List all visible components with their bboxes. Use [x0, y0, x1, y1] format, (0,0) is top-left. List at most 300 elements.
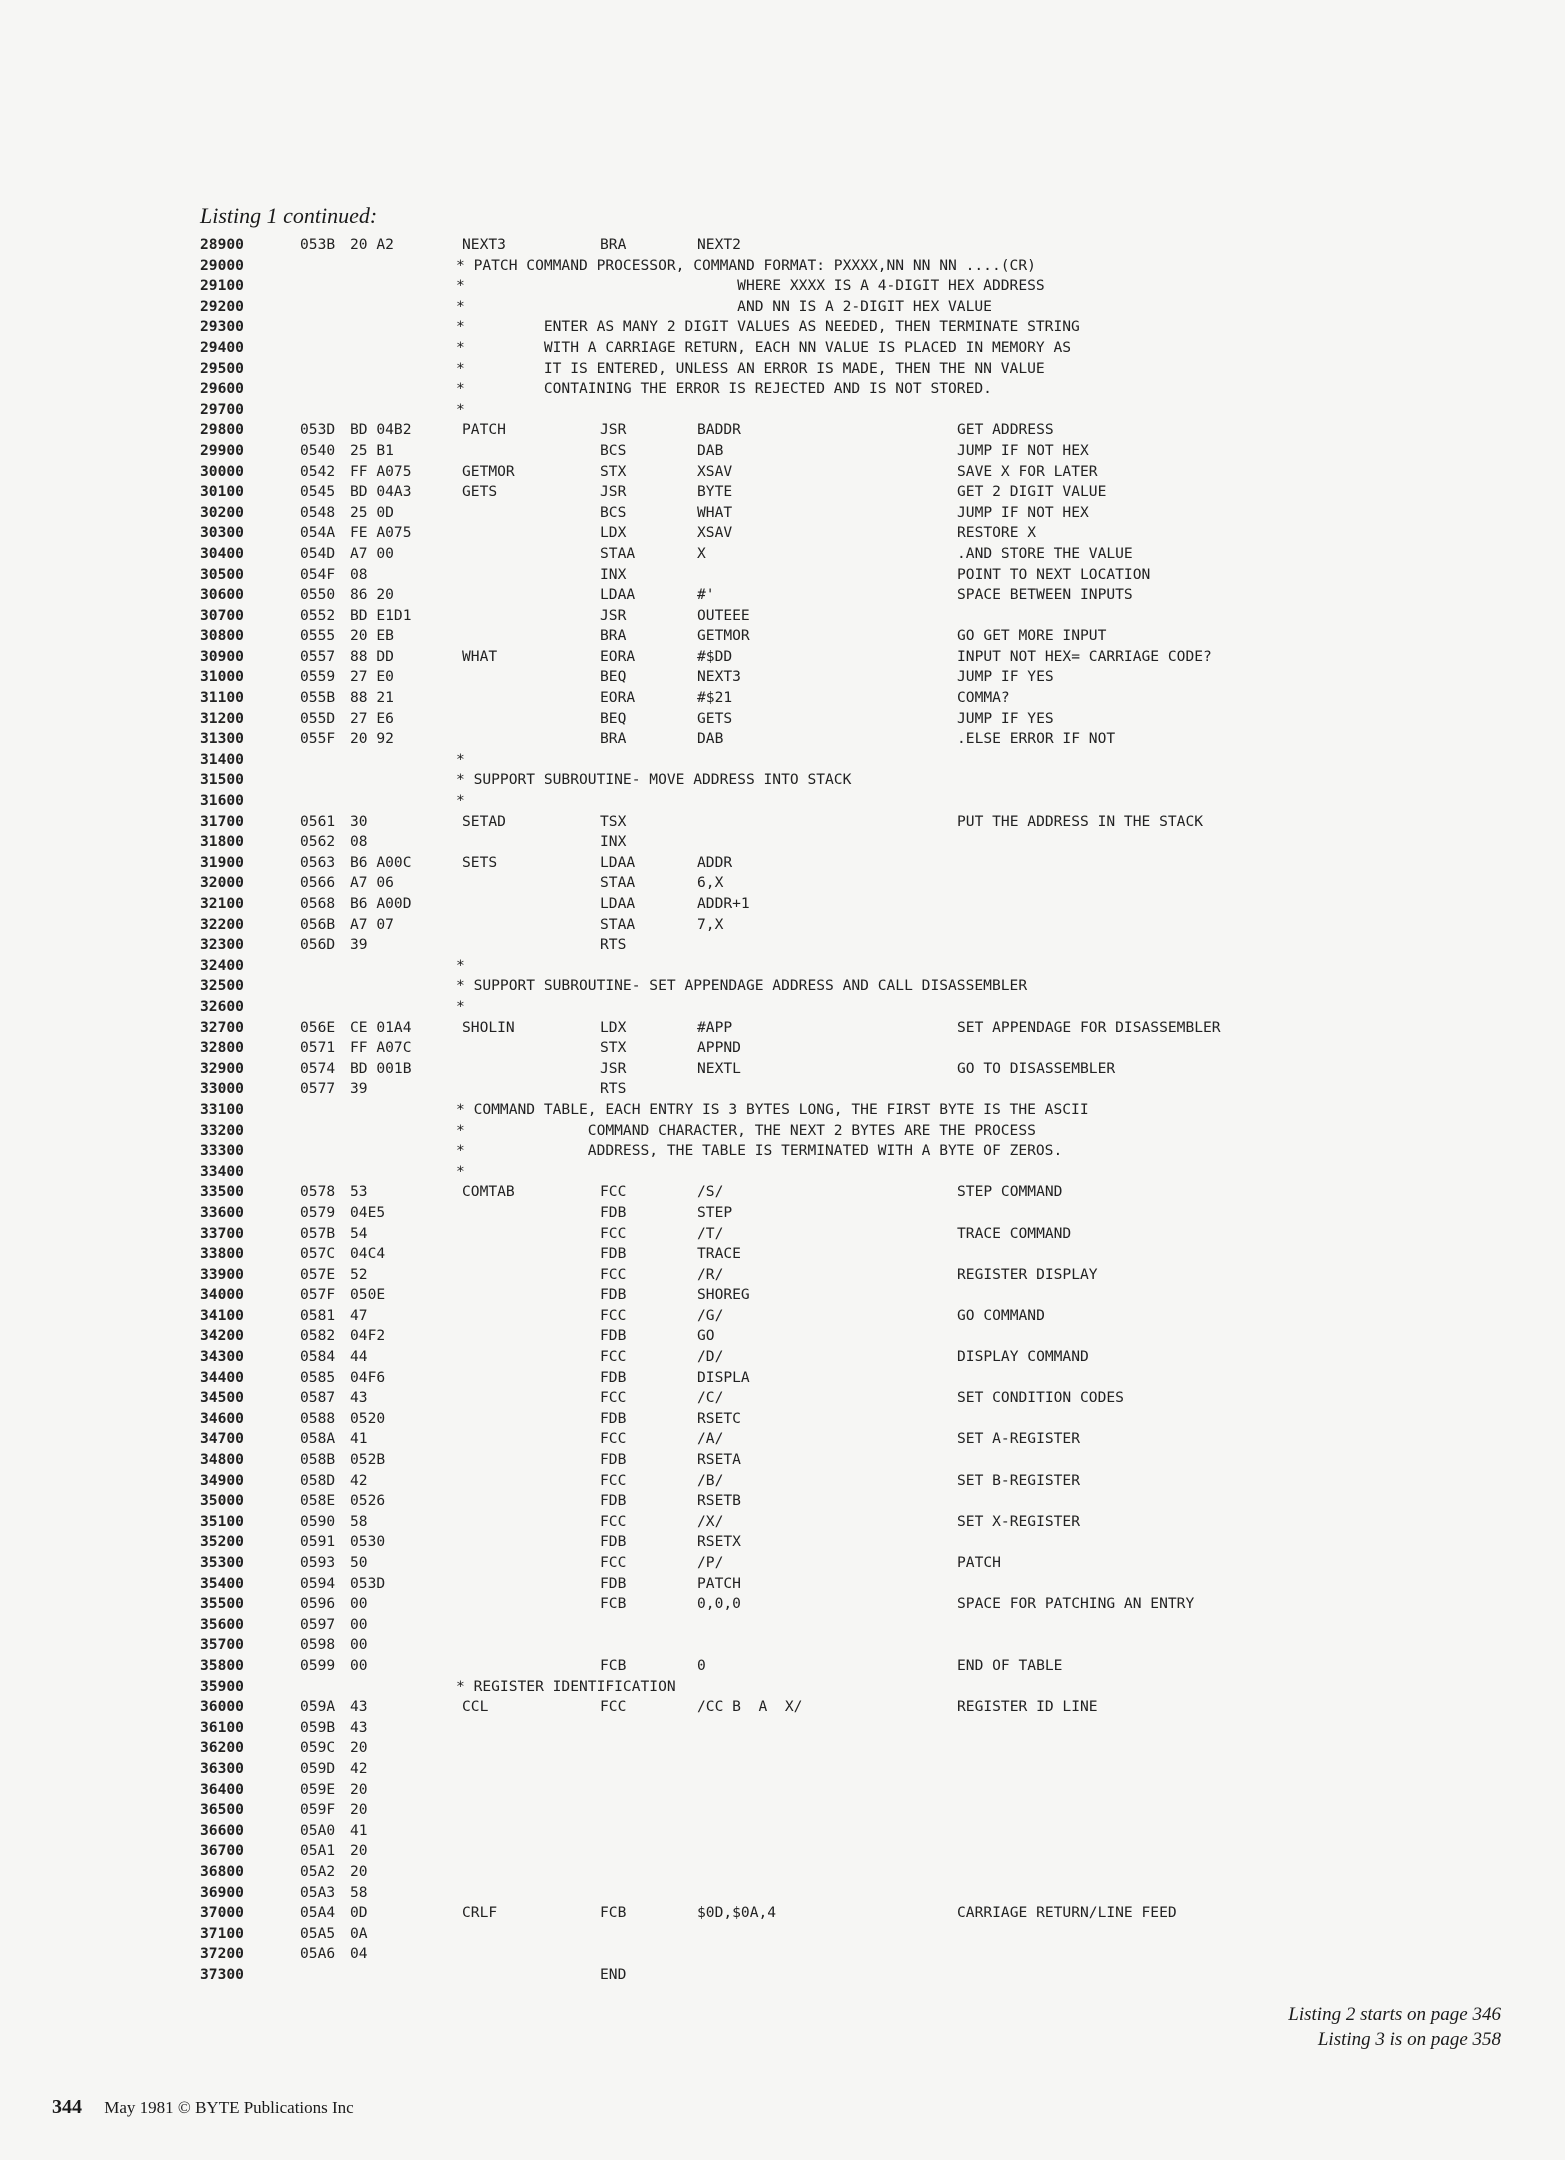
listing-line	[200, 1204, 1400, 1225]
listing-line	[200, 1327, 1400, 1348]
listing-line	[200, 874, 1400, 895]
line-number: 36600	[200, 1821, 244, 1839]
opcode: END	[600, 1965, 627, 1983]
line-number: 33600	[200, 1203, 244, 1221]
object-code: 54	[350, 1224, 368, 1242]
address: 0579	[300, 1203, 336, 1221]
address: 0568	[300, 895, 336, 912]
object-code: 00	[350, 1615, 368, 1633]
comment: SET CONDITION CODES	[957, 1389, 1124, 1407]
line-number: 35500	[200, 1595, 244, 1613]
address: 053B	[300, 236, 336, 253]
line-number: 28900	[200, 236, 244, 253]
line-number: 32500	[200, 977, 244, 995]
opcode: STX	[600, 462, 627, 480]
listing-line	[200, 1739, 1400, 1760]
listing-line	[200, 236, 1400, 257]
object-code: 0530	[350, 1533, 386, 1551]
line-number: 32400	[200, 956, 244, 974]
object-code: 43	[350, 1698, 368, 1716]
line-number: 36800	[200, 1862, 244, 1880]
object-code: B6 A00C	[350, 853, 412, 871]
operand: BADDR	[697, 421, 741, 439]
listing-line	[200, 1678, 1400, 1699]
listing-line	[200, 1348, 1400, 1369]
operand: DISPLA	[697, 1368, 750, 1386]
comment: GO GET MORE INPUT	[957, 627, 1107, 645]
listing-line	[200, 936, 1400, 957]
operand: ADDR+1	[697, 895, 750, 912]
listing-line	[200, 1945, 1400, 1966]
line-number: 30000	[200, 462, 244, 480]
operand: RSETX	[697, 1533, 741, 1551]
listing-line	[200, 1245, 1400, 1266]
object-code: 42	[350, 1759, 368, 1777]
operand: DAB	[697, 730, 724, 748]
address: 0555	[300, 627, 336, 645]
label: CRLF	[462, 1904, 498, 1922]
listing-line	[200, 668, 1400, 689]
opcode: RTS	[600, 936, 627, 954]
opcode: FCC	[600, 1512, 627, 1530]
line-number: 33300	[200, 1142, 244, 1160]
comment: RESTORE X	[957, 524, 1037, 542]
listing-line	[200, 277, 1400, 298]
opcode: BCS	[600, 503, 627, 521]
line-number: 29500	[200, 359, 244, 377]
object-code: 00	[350, 1595, 368, 1613]
opcode: BEQ	[600, 709, 627, 727]
object-code: 39	[350, 1080, 368, 1098]
operand: STEP	[697, 1203, 733, 1221]
address: 0552	[300, 606, 336, 624]
opcode: FCC	[600, 1430, 627, 1448]
object-code: 20 92	[350, 730, 394, 748]
address: 05A5	[300, 1924, 336, 1942]
listing-line	[200, 751, 1400, 772]
opcode: FDB	[600, 1327, 627, 1345]
comment: SPACE FOR PATCHING AN ENTRY	[957, 1595, 1195, 1613]
address: 0577	[300, 1080, 336, 1098]
listing-line	[200, 689, 1400, 710]
listing-line	[200, 1101, 1400, 1122]
listing-line	[200, 339, 1400, 360]
object-code: 20	[350, 1842, 368, 1860]
operand: #$DD	[697, 647, 733, 665]
object-code: 86 20	[350, 586, 394, 604]
comment: REGISTER ID LINE	[957, 1698, 1098, 1716]
object-code: 00	[350, 1636, 368, 1654]
operand: PATCH	[697, 1574, 741, 1592]
listing-note: Listing 3 is on page 358	[1317, 2029, 1501, 2050]
operand: #APP	[697, 1018, 733, 1036]
listing-line	[200, 1513, 1400, 1534]
address: 0581	[300, 1306, 336, 1324]
listing-line	[200, 1060, 1400, 1081]
opcode: FDB	[600, 1451, 627, 1469]
operand: /A/	[697, 1430, 724, 1448]
comment-text: * WITH A CARRIAGE RETURN, EACH NN VALUE IS PLACED IN MEMORY AS	[456, 338, 1072, 356]
listing-line	[200, 1925, 1400, 1946]
object-code: 53	[350, 1183, 368, 1201]
operand: $0D,$0A,4	[697, 1904, 777, 1922]
opcode: BRA	[600, 627, 627, 645]
line-number: 36100	[200, 1718, 244, 1736]
comment-text: * SUPPORT SUBROUTINE- MOVE ADDRESS INTO STACK	[456, 771, 852, 789]
comment: JUMP IF NOT HEX	[957, 503, 1089, 521]
opcode: FCB	[600, 1904, 627, 1922]
line-number: 33400	[200, 1162, 244, 1180]
comment: CARRIAGE RETURN/LINE FEED	[957, 1904, 1177, 1922]
line-number: 37000	[200, 1904, 244, 1922]
address: 059A	[300, 1698, 336, 1716]
line-number: 29000	[200, 256, 244, 274]
listing-line	[200, 607, 1400, 628]
object-code: 25 B1	[350, 441, 394, 459]
operand: GETMOR	[697, 627, 750, 645]
object-code: FF A07C	[350, 1039, 412, 1057]
line-number: 29900	[200, 441, 244, 459]
address: 053D	[300, 421, 336, 439]
line-number: 30300	[200, 524, 244, 542]
operand: /G/	[697, 1306, 724, 1324]
listing-line	[200, 421, 1400, 442]
opcode: FCC	[600, 1183, 627, 1201]
operand: RSETC	[697, 1409, 741, 1427]
address: 0545	[300, 483, 336, 501]
listing-line	[200, 1472, 1400, 1493]
object-code: 20	[350, 1780, 368, 1798]
label: GETMOR	[462, 462, 515, 480]
listing-line	[200, 1369, 1400, 1390]
operand: TRACE	[697, 1245, 741, 1263]
object-code: 04E5	[350, 1203, 386, 1221]
opcode: FDB	[600, 1368, 627, 1386]
line-number: 33800	[200, 1245, 244, 1263]
operand: /C/	[697, 1389, 724, 1407]
line-number: 35600	[200, 1615, 244, 1633]
address: 0557	[300, 647, 336, 665]
opcode: FDB	[600, 1203, 627, 1221]
address: 054D	[300, 544, 336, 562]
operand: /B/	[697, 1471, 724, 1489]
operand: DAB	[697, 441, 724, 459]
line-number: 33100	[200, 1100, 244, 1118]
listing-notes	[1288, 2002, 1501, 2052]
line-number: 31500	[200, 771, 244, 789]
comment-text: * SUPPORT SUBROUTINE- SET APPENDAGE ADDRESS AND CALL DISASSEMBLER	[456, 977, 1028, 995]
address: 0562	[300, 833, 336, 851]
listing-line	[200, 1842, 1400, 1863]
address: 059B	[300, 1718, 336, 1736]
line-number: 34700	[200, 1430, 244, 1448]
opcode: LDAA	[600, 586, 636, 604]
object-code: 58	[350, 1883, 368, 1901]
object-code: 58	[350, 1512, 368, 1530]
comment-text: *	[456, 400, 465, 418]
comment: JUMP IF NOT HEX	[957, 441, 1089, 459]
comment-text: * COMMAND CHARACTER, THE NEXT 2 BYTES ARE THE PROCESS	[456, 1121, 1036, 1139]
line-number: 36400	[200, 1780, 244, 1798]
line-number: 35900	[200, 1677, 244, 1695]
line-number: 34300	[200, 1348, 244, 1366]
operand: GO	[697, 1327, 715, 1345]
comment-text: * IT IS ENTERED, UNLESS AN ERROR IS MADE, THEN THE NN VALUE	[456, 359, 1045, 377]
address: 0596	[300, 1595, 336, 1613]
comment: GET 2 DIGIT VALUE	[957, 483, 1107, 501]
operand: BYTE	[697, 483, 733, 501]
address: 055B	[300, 689, 336, 707]
label: SHOLIN	[462, 1018, 515, 1036]
line-number: 34000	[200, 1286, 244, 1304]
line-number: 36500	[200, 1801, 244, 1819]
listing-line	[200, 1163, 1400, 1184]
address: 059C	[300, 1739, 336, 1757]
listing-line	[200, 648, 1400, 669]
label: PATCH	[462, 421, 506, 439]
listing-line	[200, 1657, 1400, 1678]
object-code: 27 E0	[350, 668, 394, 686]
object-code: A7 07	[350, 915, 394, 933]
line-number: 33700	[200, 1224, 244, 1242]
opcode: STX	[600, 1039, 627, 1057]
listing-line	[200, 1719, 1400, 1740]
opcode: STAA	[600, 915, 636, 933]
line-number: 31100	[200, 689, 244, 707]
address: 057E	[300, 1265, 336, 1283]
operand: XSAV	[697, 524, 733, 542]
line-number: 36000	[200, 1698, 244, 1716]
address: 056E	[300, 1018, 336, 1036]
listing-line	[200, 257, 1400, 278]
address: 0582	[300, 1327, 336, 1345]
listing-line	[200, 586, 1400, 607]
line-number: 31300	[200, 730, 244, 748]
listing-line	[200, 710, 1400, 731]
address: 057B	[300, 1224, 336, 1242]
comment-text: *	[456, 792, 465, 810]
line-number: 30100	[200, 483, 244, 501]
listing-line	[200, 1636, 1400, 1657]
line-number: 34400	[200, 1368, 244, 1386]
label: CCL	[462, 1698, 489, 1716]
comment: COMMA?	[957, 689, 1010, 707]
operand: /D/	[697, 1348, 724, 1366]
listing-line	[200, 957, 1400, 978]
opcode: LDX	[600, 524, 627, 542]
listing-line	[200, 813, 1400, 834]
object-code: 20	[350, 1801, 368, 1819]
object-code: 20	[350, 1862, 368, 1880]
address: 0563	[300, 853, 336, 871]
line-number: 34200	[200, 1327, 244, 1345]
operand: ADDR	[697, 853, 733, 871]
label: SETAD	[462, 812, 506, 830]
listing-line	[200, 1266, 1400, 1287]
listing-line	[200, 545, 1400, 566]
comment-text: *	[456, 750, 465, 768]
line-number: 35700	[200, 1636, 244, 1654]
line-number: 32800	[200, 1039, 244, 1057]
comment-text: *	[456, 1162, 465, 1180]
opcode: STAA	[600, 874, 636, 892]
listing-line	[200, 1389, 1400, 1410]
page-footer	[52, 2096, 354, 2119]
listing-line	[200, 1884, 1400, 1905]
address: 058A	[300, 1430, 336, 1448]
operand: NEXTL	[697, 1059, 741, 1077]
listing-line	[200, 977, 1400, 998]
address: 0587	[300, 1389, 336, 1407]
object-code: 08	[350, 565, 368, 583]
address: 05A2	[300, 1862, 336, 1880]
object-code: 04C4	[350, 1245, 386, 1263]
object-code: 00	[350, 1656, 368, 1674]
listing-line	[200, 463, 1400, 484]
line-number: 31400	[200, 750, 244, 768]
opcode: FDB	[600, 1409, 627, 1427]
comment-text: * CONTAINING THE ERROR IS REJECTED AND IS NOT STORED.	[456, 380, 992, 398]
line-number: 30600	[200, 586, 244, 604]
address: 057C	[300, 1245, 336, 1263]
line-number: 32200	[200, 915, 244, 933]
listing-line	[200, 504, 1400, 525]
opcode: JSR	[600, 1059, 627, 1077]
line-number: 35300	[200, 1554, 244, 1571]
object-code: 050E	[350, 1286, 386, 1304]
label: GETS	[462, 483, 498, 501]
object-code: 0D	[350, 1904, 368, 1922]
opcode: FCC	[600, 1224, 627, 1242]
object-code: 20 EB	[350, 627, 394, 645]
line-number: 36900	[200, 1883, 244, 1901]
listing-line	[200, 1286, 1400, 1307]
address: 058D	[300, 1471, 336, 1489]
object-code: BD 04A3	[350, 483, 412, 501]
object-code: 88 21	[350, 689, 394, 707]
opcode: INX	[600, 833, 627, 851]
listing-line	[200, 1822, 1400, 1843]
operand: RSETA	[697, 1451, 741, 1469]
opcode: FCC	[600, 1348, 627, 1366]
listing-line	[200, 1410, 1400, 1431]
listing-line	[200, 1307, 1400, 1328]
object-code: FE A075	[350, 524, 412, 542]
line-number: 32300	[200, 936, 244, 954]
object-code: 52	[350, 1265, 368, 1283]
opcode: FCC	[600, 1554, 627, 1571]
address: 056D	[300, 936, 336, 954]
object-code: CE 01A4	[350, 1018, 412, 1036]
line-number: 33500	[200, 1183, 244, 1201]
line-number: 32000	[200, 874, 244, 892]
line-number: 30800	[200, 627, 244, 645]
line-number: 36200	[200, 1739, 244, 1757]
operand: /X/	[697, 1512, 724, 1530]
listing-line	[200, 1760, 1400, 1781]
listing-line	[200, 895, 1400, 916]
line-number: 30400	[200, 544, 244, 562]
listing-line	[200, 1080, 1400, 1101]
listing-line	[200, 627, 1400, 648]
operand: #$21	[697, 689, 733, 707]
line-number: 29100	[200, 277, 244, 295]
object-code: 25 0D	[350, 503, 394, 521]
listing-line	[200, 1554, 1400, 1575]
object-code: A7 06	[350, 874, 394, 892]
address: 0599	[300, 1656, 336, 1674]
line-number: 34100	[200, 1306, 244, 1324]
line-number: 32700	[200, 1018, 244, 1036]
opcode: FCC	[600, 1306, 627, 1324]
listing-line	[200, 318, 1400, 339]
address: 0598	[300, 1636, 336, 1654]
listing-line	[200, 1616, 1400, 1637]
address: 055D	[300, 709, 336, 727]
listing-line	[200, 1019, 1400, 1040]
opcode: LDAA	[600, 895, 636, 912]
address: 0590	[300, 1512, 336, 1530]
object-code: 0520	[350, 1409, 386, 1427]
address: 0542	[300, 462, 336, 480]
opcode: FDB	[600, 1286, 627, 1304]
operand: X	[697, 544, 706, 562]
operand: 0	[697, 1656, 706, 1674]
object-code: 50	[350, 1554, 368, 1571]
line-number: 36300	[200, 1759, 244, 1777]
comment: JUMP IF YES	[957, 709, 1054, 727]
line-number: 30900	[200, 647, 244, 665]
comment-text: * WHERE XXXX IS A 4-DIGIT HEX ADDRESS	[456, 277, 1045, 295]
listing-line	[200, 1863, 1400, 1884]
operand: 6,X	[697, 874, 724, 892]
comment: DISPLAY COMMAND	[957, 1348, 1089, 1366]
page-number: 344	[52, 2096, 82, 2118]
listing-note: Listing 2 starts on page 346	[1288, 2004, 1501, 2025]
operand: NEXT2	[697, 236, 741, 253]
address: 059E	[300, 1780, 336, 1798]
line-number: 29800	[200, 421, 244, 439]
comment-text: * AND NN IS A 2-DIGIT HEX VALUE	[456, 297, 992, 315]
assembly-listing	[200, 236, 1400, 1986]
address: 059F	[300, 1801, 336, 1819]
address: 05A4	[300, 1904, 336, 1922]
comment: SET B-REGISTER	[957, 1471, 1081, 1489]
comment: SET X-REGISTER	[957, 1512, 1081, 1530]
label: NEXT3	[462, 236, 506, 253]
object-code: 47	[350, 1306, 368, 1324]
comment-text: *	[456, 956, 465, 974]
comment: SPACE BETWEEN INPUTS	[957, 586, 1133, 604]
listing-line	[200, 566, 1400, 587]
opcode: BCS	[600, 441, 627, 459]
listing-line	[200, 360, 1400, 381]
listing-line	[200, 998, 1400, 1019]
line-number: 32900	[200, 1059, 244, 1077]
operand: XSAV	[697, 462, 733, 480]
opcode: FDB	[600, 1574, 627, 1592]
opcode: BRA	[600, 236, 627, 253]
operand: GETS	[697, 709, 733, 727]
listing-line	[200, 1492, 1400, 1513]
opcode: FCC	[600, 1471, 627, 1489]
listing-line	[200, 792, 1400, 813]
operand: APPND	[697, 1039, 741, 1057]
line-number: 37100	[200, 1924, 244, 1942]
listing-heading: Listing 1 continued:	[200, 203, 378, 228]
object-code: BD E1D1	[350, 606, 412, 624]
object-code: BD 001B	[350, 1059, 412, 1077]
